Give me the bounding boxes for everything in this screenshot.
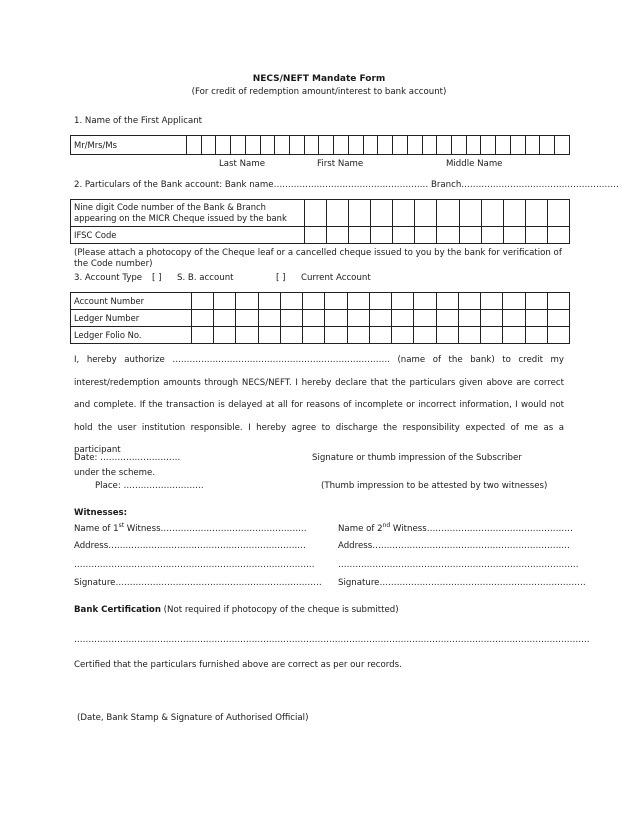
applicant-name-grid [70,135,570,155]
micr-box[interactable] [437,200,459,227]
witness2-name-field[interactable] [338,522,573,534]
ifsc-box[interactable] [393,227,415,244]
micr-box[interactable] [459,200,481,227]
ledger-box[interactable] [369,310,391,327]
name-box[interactable] [245,136,260,155]
folio-box[interactable] [192,327,214,344]
ifsc-box[interactable] [349,227,371,244]
name-box[interactable] [378,136,393,155]
name-box[interactable] [554,136,569,155]
name-box[interactable] [334,136,349,155]
name-box[interactable] [540,136,555,155]
name-box[interactable] [187,136,202,155]
name-box[interactable] [216,136,231,155]
ledger-number-label: Ledger Number [71,310,192,327]
ledger-folio-label: Ledger Folio No. [71,327,192,344]
ifsc-box[interactable] [503,227,525,244]
name-box[interactable] [510,136,525,155]
current-account-label: Current Account [301,273,371,283]
declaration-line: interest/redemption amounts through NECS/NEFT. I hereby declare that the particulars given above are correct [74,377,564,388]
folio-box[interactable] [458,327,480,344]
acct-box[interactable] [481,293,503,310]
bank-certification-dotted-line[interactable]: ……………………………………………………………………………………………………………………………………………………………… [74,635,590,645]
acct-box[interactable] [258,293,280,310]
folio-box[interactable] [325,327,347,344]
ledger-box[interactable] [481,310,503,327]
acct-box[interactable] [436,293,458,310]
declaration-line: and complete. If the transaction is delayed at all for reasons of incomplete or incorrect information, I would not [74,400,564,410]
name-box[interactable] [496,136,511,155]
folio-box[interactable] [436,327,458,344]
micr-box[interactable] [349,200,371,227]
name-box[interactable] [393,136,408,155]
declaration-line: hold the user institution responsible. I hereby agree to discharge the responsibility expected of me as a participant [74,422,564,455]
sb-account-label: S. B. account [177,273,234,283]
ifsc-box[interactable] [415,227,437,244]
acct-box[interactable] [525,293,547,310]
name-box[interactable] [290,136,305,155]
folio-box[interactable] [481,327,503,344]
form-title: NECS/NEFT Mandate Form [252,74,386,84]
middle-name-label: Middle Name [446,159,503,169]
ifsc-box[interactable] [525,227,547,244]
subscriber-signature-label: Signature or thumb impression of the Subscriber [312,453,522,463]
folio-box[interactable] [525,327,547,344]
account-number-label: Account Number [71,293,192,310]
witness2-ordinal: nd [382,522,391,529]
ifsc-box[interactable] [305,227,327,244]
witness1-signature-field[interactable]: Signature……………………………………………………………… [74,578,322,588]
prefix-label: Mr/Mrs/Ms [71,136,187,155]
section2-heading: 2. Particulars of the Bank account: Bank name……………………………………………… Branch………………………………………………. [74,180,619,190]
name-box[interactable] [437,136,452,155]
micr-box[interactable] [327,200,349,227]
name-box[interactable] [422,136,437,155]
name-box[interactable] [525,136,540,155]
micr-box[interactable] [371,200,393,227]
ledger-box[interactable] [303,310,325,327]
date-field[interactable]: Date: ………………………. [74,453,181,463]
last-name-label: Last Name [219,159,265,169]
thumb-impression-note: (Thumb impression to be attested by two witnesses) [321,481,548,491]
micr-label-line2: appearing on the MICR Cheque issued by the bank [74,213,287,223]
ifsc-box[interactable] [437,227,459,244]
ledger-box[interactable] [525,310,547,327]
ledger-box[interactable] [280,310,302,327]
micr-box[interactable] [481,200,503,227]
name-box[interactable] [275,136,290,155]
certified-statement: Certified that the particulars furnished above are correct as per our records. [74,660,402,670]
name-box[interactable] [201,136,216,155]
folio-box[interactable] [236,327,258,344]
name-box[interactable] [304,136,319,155]
witness1-address-line2[interactable]: ………………………………………………………………………… [74,560,315,570]
acct-box[interactable] [503,293,525,310]
micr-label [71,200,305,227]
current-checkbox[interactable]: [ ] [276,273,286,283]
account-type-label: 3. Account Type [74,273,143,283]
micr-box[interactable] [503,200,525,227]
folio-box[interactable] [503,327,525,344]
micr-box[interactable] [393,200,415,227]
ledger-box[interactable] [258,310,280,327]
folio-box[interactable] [347,327,369,344]
witness2-name-suffix: Witness…………………………………………… [390,523,573,534]
witness2-signature-field[interactable]: Signature……………………………………………………………… [338,578,586,588]
name-box[interactable] [407,136,422,155]
name-box[interactable] [481,136,496,155]
folio-box[interactable] [280,327,302,344]
micr-box[interactable] [525,200,547,227]
witnesses-heading: Witnesses: [74,508,128,518]
micr-label-line1: Nine digit Code number of the Bank & Branch [74,202,266,212]
name-box[interactable] [231,136,246,155]
place-field[interactable]: Place: ………………………. [95,481,204,491]
ledger-box[interactable] [236,310,258,327]
witness1-name-suffix: Witness…………………………………………… [124,523,307,534]
witness2-address-field[interactable]: Address…………………………………………………………… [338,541,570,551]
folio-box[interactable] [214,327,236,344]
section1-heading: 1. Name of the First Applicant [74,116,203,126]
acct-box[interactable] [325,293,347,310]
name-box[interactable] [466,136,481,155]
micr-box[interactable] [415,200,437,227]
acct-box[interactable] [236,293,258,310]
name-box[interactable] [319,136,334,155]
declaration-line: I, hereby authorize …………………………………………………………………. (name of the bank) to credit my [74,355,564,365]
ifsc-label: IFSC Code [71,227,305,244]
form-subtitle: (For credit of redemption amount/interest to bank account) [191,87,447,97]
folio-box[interactable] [414,327,436,344]
micr-box[interactable] [305,200,327,227]
folio-box[interactable] [303,327,325,344]
first-name-label: First Name [317,159,364,169]
sb-checkbox[interactable]: [ ] [152,273,162,283]
ledger-box[interactable] [214,310,236,327]
acct-box[interactable] [458,293,480,310]
ifsc-box[interactable] [481,227,503,244]
ledger-box[interactable] [547,310,569,327]
ledger-box[interactable] [458,310,480,327]
declaration [74,349,564,484]
name-box[interactable] [451,136,466,155]
witness1-ordinal: st [118,522,125,529]
declaration-line: under the scheme. [74,467,156,478]
bank-official-signature-label: (Date, Bank Stamp & Signature of Authorised Official) [77,713,309,723]
acct-box[interactable] [347,293,369,310]
acct-box[interactable] [547,293,569,310]
name-box[interactable] [348,136,363,155]
ifsc-box[interactable] [547,227,569,244]
acct-box[interactable] [392,293,414,310]
ledger-box[interactable] [503,310,525,327]
acct-box[interactable] [303,293,325,310]
witness2-name-prefix: Name of 2 [338,523,383,534]
bank-certification-heading: Bank Certification [74,605,161,615]
bank-code-grid [70,199,570,244]
ledger-box[interactable] [192,310,214,327]
bank-certification [74,605,399,615]
witness1-name-field[interactable] [74,522,307,534]
ifsc-box[interactable] [371,227,393,244]
ledger-box[interactable] [347,310,369,327]
cheque-note-line2: the Code number) [74,259,153,269]
cheque-note-line1: (Please attach a photocopy of the Cheque leaf or a cancelled cheque issued to you by the bank for verification of [74,248,562,258]
acct-box[interactable] [414,293,436,310]
acct-box[interactable] [369,293,391,310]
ifsc-box[interactable] [459,227,481,244]
folio-box[interactable] [258,327,280,344]
micr-box[interactable] [547,200,569,227]
ifsc-box[interactable] [327,227,349,244]
witness1-name-prefix: Name of 1 [74,523,119,534]
account-details-grid [70,292,570,344]
acct-box[interactable] [214,293,236,310]
folio-box[interactable] [369,327,391,344]
ledger-box[interactable] [414,310,436,327]
bank-certification-note: (Not required if photocopy of the cheque is submitted) [160,605,399,615]
acct-box[interactable] [280,293,302,310]
name-box[interactable] [260,136,275,155]
folio-box[interactable] [392,327,414,344]
ledger-box[interactable] [436,310,458,327]
witness1-address-field[interactable]: Address…………………………………………………………… [74,541,306,551]
acct-box[interactable] [192,293,214,310]
witness2-address-line2[interactable]: ………………………………………………………………………… [338,560,579,570]
name-box[interactable] [363,136,378,155]
ledger-box[interactable] [325,310,347,327]
folio-box[interactable] [547,327,569,344]
ledger-box[interactable] [392,310,414,327]
